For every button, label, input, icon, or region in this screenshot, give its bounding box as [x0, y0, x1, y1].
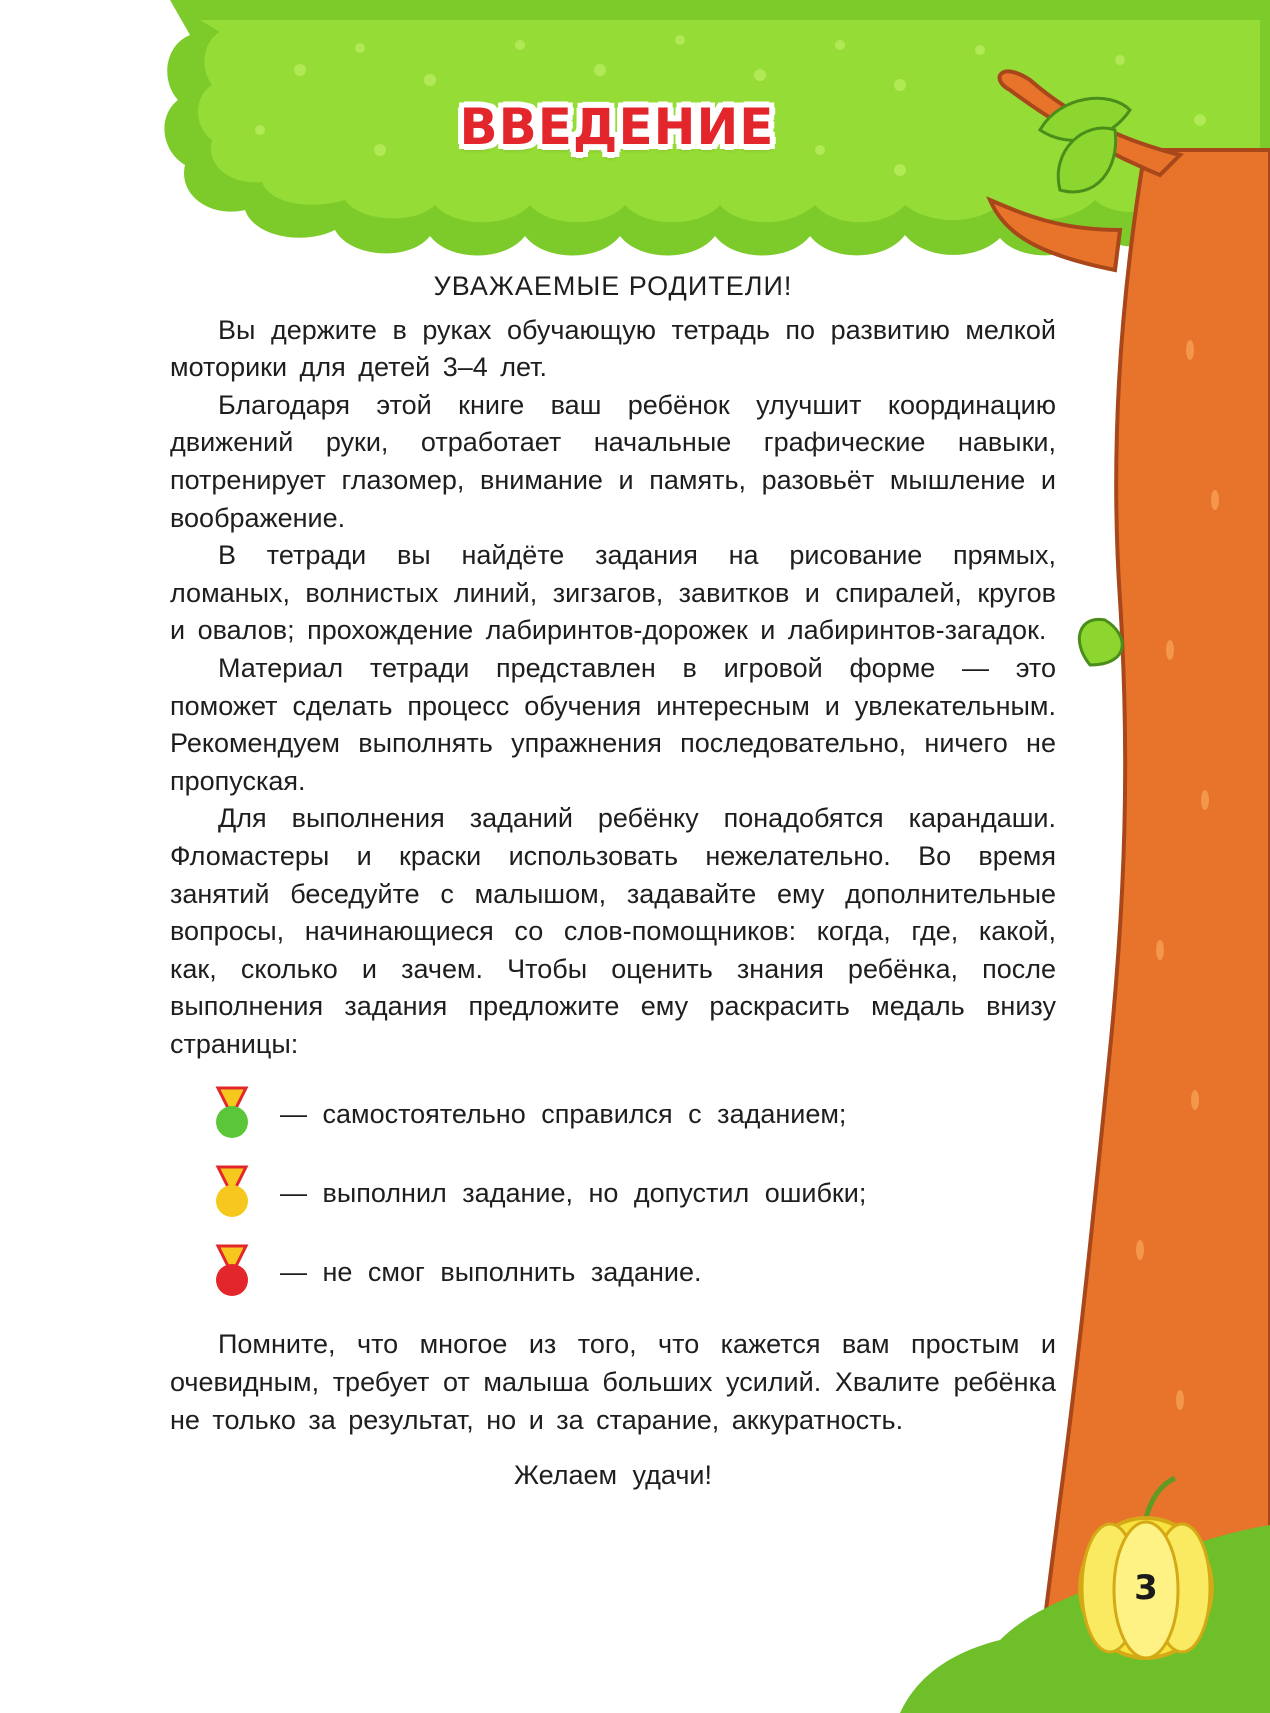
medal-green-icon	[212, 1086, 252, 1142]
intro-text	[170, 268, 1056, 1522]
wish: Желаем удачи!	[513, 1460, 712, 1491]
paragraph: В тетради вы найдёте задания на рисование прямых, ломаных, волнистых линий, зигзагов, завитков и спиралей, кругов и овалов; прохождение лабиринтов-дорожек и лабиринтов-загадок.	[170, 540, 1056, 646]
medal-green-text: — самостоятельно справился с заданием;	[280, 1098, 847, 1129]
paragraph: Для выполнения заданий ребёнку понадобятся карандаши. Фломастеры и краски использовать нежелательно. Во время занятий беседуйте с малышом, задавайте ему дополнительные вопросы, начинающиеся со слов-помощников: когда, где, какой, как, сколько и зачем. Чтобы оценить знания ребёнка, после выполнения задания предложите ему раскрасить медаль внизу страницы:	[170, 803, 1056, 1059]
closing-paragraph: Помните, что многое из того, что кажется вам простым и очевидным, требует от малыша больших усилий. Хвалите ребёнка не только за результат, но и за старание, аккуратность.	[170, 1329, 1056, 1435]
medal-row-red	[170, 1247, 1056, 1297]
paragraph: Материал тетради представлен в игровой форме — это поможет сделать процесс обучения интересным и увлекательным. Рекомендуем выполнять упражнения последовательно, ничего не пропуская.	[170, 652, 1056, 796]
paragraph: Вы держите в руках обучающую тетрадь по развитию мелкой моторики для детей 3–4 лет.	[170, 314, 1056, 383]
medal-row-green	[170, 1089, 1056, 1139]
paragraph: Благодаря этой книге ваш ребёнок улучшит координацию движений руки, отработает начальные графические навыки, потренирует глазомер, внимание и память, разовьёт мышление и воображение.	[170, 389, 1056, 533]
medal-red-text: — не смог выполнить задание.	[280, 1256, 702, 1287]
medal-red-icon	[212, 1244, 252, 1300]
page-title-text: ВВЕДЕНИЕ	[459, 98, 775, 156]
medal-row-yellow	[170, 1168, 1056, 1218]
medal-legend	[170, 1089, 1056, 1297]
page-number: 3	[1134, 1568, 1158, 1608]
medal-yellow-icon	[212, 1165, 252, 1221]
greeting: УВАЖАЕМЫЕ РОДИТЕЛИ!	[433, 271, 793, 301]
page-title	[459, 95, 775, 159]
medal-yellow-text: — выполнил задание, но допустил ошибки;	[280, 1177, 867, 1208]
